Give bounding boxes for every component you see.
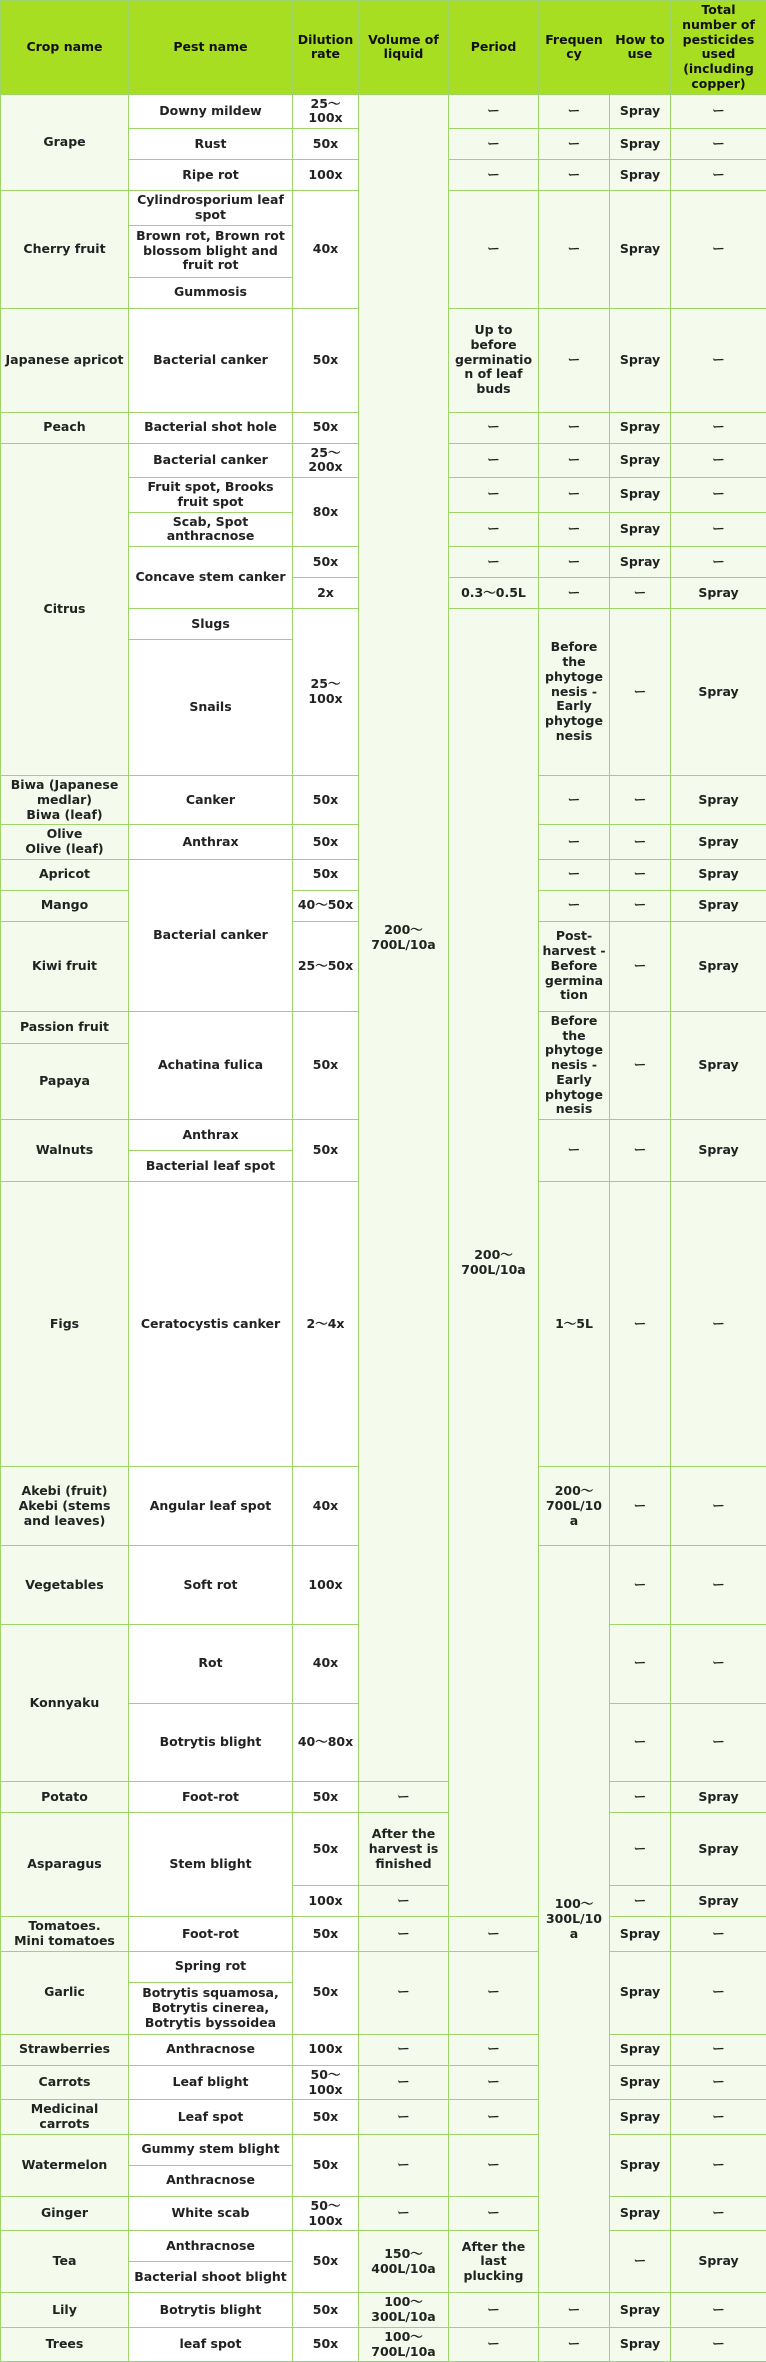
table-row <box>1 2065 766 2100</box>
cell-total-pesticides: ー <box>671 547 766 578</box>
cell-crop-name: Strawberries <box>1 2034 129 2065</box>
cell-how-to-use: Spray <box>610 94 671 129</box>
cell-frequency: ー <box>539 890 610 921</box>
cell-crop-name: Kiwi fruit <box>1 921 129 1011</box>
cell-pest-name: Canker <box>129 776 293 825</box>
cell-dilution-rate: 40～80x <box>293 1703 359 1782</box>
cell-frequency: ー <box>539 547 610 578</box>
cell-crop-name: Garlic <box>1 1951 129 2034</box>
cell-volume-of-liquid: ー <box>359 2134 449 2196</box>
cell-total-pesticides: Spray <box>671 578 766 609</box>
cell-crop-name: Papaya <box>1 1044 129 1120</box>
cell-how-to-use: Spray <box>610 443 671 478</box>
cell-crop-name: Apricot <box>1 859 129 890</box>
cell-period: ー <box>449 443 539 478</box>
cell-dilution-rate: 50x <box>293 2293 359 2328</box>
cell-total-pesticides: ー <box>671 2134 766 2196</box>
cell-frequency: ー <box>539 160 610 191</box>
cell-total-pesticides: ー <box>671 191 766 309</box>
cell-dilution-rate: 40～50x <box>293 890 359 921</box>
cell-dilution-rate: 100x <box>293 1886 359 1917</box>
cell-dilution-rate: 50x <box>293 547 359 578</box>
cell-dilution-rate: 100x <box>293 160 359 191</box>
cell-dilution-rate: 50x <box>293 1120 359 1182</box>
cell-crop-name: Lily <box>1 2293 129 2328</box>
table-row <box>1 2327 766 2362</box>
cell-dilution-rate: 100x <box>293 2034 359 2065</box>
cell-dilution-rate: 50x <box>293 2100 359 2135</box>
cell-dilution-rate: 50x <box>293 859 359 890</box>
cell-volume-of-liquid: 150～400L/10a <box>359 2231 449 2293</box>
cell-how-to-use: Spray <box>610 2196 671 2231</box>
cell-dilution-rate: 50x <box>293 776 359 825</box>
cell-how-to-use: Spray <box>610 2327 671 2362</box>
cell-pest-name: Spring rot <box>129 1951 293 1982</box>
cell-how-to-use: Spray <box>610 191 671 309</box>
cell-volume-of-liquid: ー <box>359 1886 449 1917</box>
cell-dilution-rate: 25～100x <box>293 609 359 776</box>
cell-how-to-use: Spray <box>610 160 671 191</box>
cell-frequency: Before the phytogenesis - Early phytogenesis <box>539 609 610 776</box>
cell-pest-name: Slugs <box>129 609 293 640</box>
cell-how-to-use: ー <box>610 921 671 1011</box>
cell-how-to-use: ー <box>610 1624 671 1703</box>
cell-total-pesticides: ー <box>671 308 766 412</box>
cell-crop-name: Carrots <box>1 2065 129 2100</box>
cell-how-to-use: ー <box>610 1467 671 1546</box>
cell-period: Up to before germination of leaf buds <box>449 308 539 412</box>
cell-pest-name: Bacterial canker <box>129 443 293 478</box>
cell-pest-name: Ripe rot <box>129 160 293 191</box>
cell-frequency: ー <box>539 443 610 478</box>
cell-frequency: ー <box>539 1120 610 1182</box>
cell-frequency: 100～300L/10a <box>539 1546 610 2293</box>
cell-crop-name: Potato <box>1 1782 129 1813</box>
cell-dilution-rate: 50x <box>293 1813 359 1886</box>
cell-period: ー <box>449 1951 539 2034</box>
cell-dilution-rate: 80x <box>293 478 359 547</box>
cell-pest-name: Soft rot <box>129 1546 293 1625</box>
cell-how-to-use: Spray <box>610 308 671 412</box>
cell-how-to-use: ー <box>610 2231 671 2293</box>
cell-period: ー <box>449 94 539 129</box>
cell-dilution-rate: 50x <box>293 825 359 860</box>
cell-frequency: ー <box>539 412 610 443</box>
cell-total-pesticides: ー <box>671 2293 766 2328</box>
cell-total-pesticides: Spray <box>671 1011 766 1119</box>
cell-crop-name: Asparagus <box>1 1813 129 1917</box>
cell-dilution-rate: 25～200x <box>293 443 359 478</box>
cell-frequency: Before the phytogenesis - Early phytogenesis <box>539 1011 610 1119</box>
cell-total-pesticides: ー <box>671 2100 766 2135</box>
cell-volume-of-liquid: ー <box>359 2100 449 2135</box>
cell-total-pesticides: ー <box>671 443 766 478</box>
cell-total-pesticides: ー <box>671 2065 766 2100</box>
cell-how-to-use: Spray <box>610 478 671 513</box>
cell-volume-of-liquid: ー <box>359 1917 449 1952</box>
cell-dilution-rate: 2x <box>293 578 359 609</box>
cell-frequency: ー <box>539 191 610 309</box>
cell-crop-name: Konnyaku <box>1 1624 129 1782</box>
cell-frequency: ー <box>539 94 610 129</box>
cell-period: 200～700L/10a <box>449 609 539 1917</box>
cell-dilution-rate: 50x <box>293 1917 359 1952</box>
cell-how-to-use: ー <box>610 825 671 860</box>
header-row <box>1 1 766 95</box>
header-total-pesticides: Total number of pesticides used (including copper) <box>671 1 766 95</box>
table-row <box>1 2196 766 2231</box>
cell-how-to-use: ー <box>610 1703 671 1782</box>
cell-pest-name: Bacterial canker <box>129 308 293 412</box>
cell-dilution-rate: 50x <box>293 1951 359 2034</box>
cell-dilution-rate: 50x <box>293 2231 359 2293</box>
cell-how-to-use: ー <box>610 578 671 609</box>
cell-crop-name: Medicinal carrots <box>1 2100 129 2135</box>
cell-dilution-rate: 25～100x <box>293 94 359 129</box>
cell-pest-name: Bacterial shot hole <box>129 412 293 443</box>
cell-total-pesticides: ー <box>671 2196 766 2231</box>
cell-crop-name: Ginger <box>1 2196 129 2231</box>
cell-how-to-use: ー <box>610 859 671 890</box>
cell-frequency: ー <box>539 2293 610 2328</box>
cell-volume-of-liquid: 100～700L/10a <box>359 2327 449 2362</box>
cell-how-to-use: ー <box>610 1813 671 1886</box>
cell-volume-of-liquid: ー <box>359 2034 449 2065</box>
cell-total-pesticides: Spray <box>671 2231 766 2293</box>
cell-pest-name: Foot-rot <box>129 1782 293 1813</box>
table-row <box>1 1951 766 1982</box>
cell-pest-name: Brown rot, Brown rot blossom blight and fruit rot <box>129 225 293 277</box>
cell-how-to-use: Spray <box>610 512 671 547</box>
cell-volume-of-liquid: ー <box>359 2065 449 2100</box>
cell-dilution-rate: 2～4x <box>293 1182 359 1467</box>
cell-total-pesticides: Spray <box>671 890 766 921</box>
cell-how-to-use: ー <box>610 1782 671 1813</box>
cell-dilution-rate: 25～50x <box>293 921 359 1011</box>
cell-total-pesticides: Spray <box>671 1120 766 1182</box>
cell-pest-name: Foot-rot <box>129 1917 293 1952</box>
cell-total-pesticides: ー <box>671 1703 766 1782</box>
header-dilution-rate: Dilution rate <box>293 1 359 95</box>
cell-pest-name: Fruit spot, Brooks fruit spot <box>129 478 293 513</box>
cell-dilution-rate: 50x <box>293 412 359 443</box>
cell-pest-name: Bacterial canker <box>129 859 293 1011</box>
cell-pest-name: Rot <box>129 1624 293 1703</box>
cell-frequency: ー <box>539 578 610 609</box>
cell-crop-name: Passion fruit <box>1 1011 129 1043</box>
cell-period: ー <box>449 2034 539 2065</box>
header-frequency: Frequency <box>539 1 610 95</box>
cell-total-pesticides: ー <box>671 94 766 129</box>
cell-pest-name: Stem blight <box>129 1813 293 1917</box>
cell-period: ー <box>449 2065 539 2100</box>
cell-crop-name: Olive Olive (leaf) <box>1 825 129 860</box>
cell-total-pesticides: ー <box>671 129 766 160</box>
cell-volume-of-liquid: After the harvest is finished <box>359 1813 449 1886</box>
cell-volume-of-liquid: 200～700L/10a <box>359 94 449 1782</box>
cell-how-to-use: Spray <box>610 2134 671 2196</box>
cell-total-pesticides: Spray <box>671 776 766 825</box>
cell-pest-name: Bacterial leaf spot <box>129 1151 293 1182</box>
cell-dilution-rate: 50x <box>293 1782 359 1813</box>
cell-period: ー <box>449 2293 539 2328</box>
table-row <box>1 1813 766 1886</box>
header-crop-name: Crop name <box>1 1 129 95</box>
cell-crop-name: Grape <box>1 94 129 191</box>
cell-how-to-use: Spray <box>610 1951 671 2034</box>
cell-pest-name: Achatina fulica <box>129 1011 293 1119</box>
cell-pest-name: Bacterial shoot blight <box>129 2262 293 2293</box>
cell-crop-name: Tea <box>1 2231 129 2293</box>
cell-total-pesticides: ー <box>671 2034 766 2065</box>
cell-total-pesticides: ー <box>671 412 766 443</box>
table-row <box>1 2293 766 2328</box>
table-row <box>1 2134 766 2165</box>
cell-total-pesticides: Spray <box>671 609 766 776</box>
cell-how-to-use: Spray <box>610 2065 671 2100</box>
cell-frequency: ー <box>539 776 610 825</box>
cell-crop-name: Citrus <box>1 443 129 776</box>
cell-total-pesticides: ー <box>671 478 766 513</box>
cell-pest-name: Concave stem canker <box>129 547 293 609</box>
cell-how-to-use: Spray <box>610 2100 671 2135</box>
cell-pest-name: Ceratocystis canker <box>129 1182 293 1467</box>
cell-volume-of-liquid: ー <box>359 1951 449 2034</box>
cell-pest-name: Anthracnose <box>129 2231 293 2262</box>
cell-period: ー <box>449 2196 539 2231</box>
cell-dilution-rate: 50x <box>293 308 359 412</box>
cell-total-pesticides: Spray <box>671 859 766 890</box>
cell-volume-of-liquid: ー <box>359 2196 449 2231</box>
cell-dilution-rate: 50x <box>293 1011 359 1119</box>
cell-pest-name: Botrytis squamosa, Botrytis cinerea, Botrytis byssoidea <box>129 1982 293 2034</box>
cell-how-to-use: Spray <box>610 129 671 160</box>
cell-crop-name: Figs <box>1 1182 129 1467</box>
cell-total-pesticides: ー <box>671 1951 766 2034</box>
cell-pest-name: Downy mildew <box>129 94 293 129</box>
cell-dilution-rate: 50～100x <box>293 2065 359 2100</box>
cell-total-pesticides: ー <box>671 1467 766 1546</box>
cell-pest-name: Leaf blight <box>129 2065 293 2100</box>
cell-how-to-use: Spray <box>610 547 671 578</box>
cell-how-to-use: ー <box>610 1182 671 1467</box>
cell-total-pesticides: ー <box>671 1546 766 1625</box>
cell-pest-name: Anthracnose <box>129 2165 293 2196</box>
cell-period: ー <box>449 129 539 160</box>
cell-pest-name: Botrytis blight <box>129 2293 293 2328</box>
header-volume-of-liquid: Volume of liquid <box>359 1 449 95</box>
cell-how-to-use: Spray <box>610 2293 671 2328</box>
cell-total-pesticides: ー <box>671 1917 766 1952</box>
table-row <box>1 1917 766 1952</box>
cell-total-pesticides: Spray <box>671 1886 766 1917</box>
cell-period: ー <box>449 547 539 578</box>
table-row <box>1 2034 766 2065</box>
cell-pest-name: Scab, Spot anthracnose <box>129 512 293 547</box>
cell-crop-name: Cherry fruit <box>1 191 129 309</box>
cell-frequency: ー <box>539 825 610 860</box>
cell-dilution-rate: 40x <box>293 1624 359 1703</box>
cell-how-to-use: ー <box>610 1120 671 1182</box>
cell-how-to-use: ー <box>610 1546 671 1625</box>
cell-crop-name: Mango <box>1 890 129 921</box>
cell-how-to-use: ー <box>610 1886 671 1917</box>
cell-crop-name: Vegetables <box>1 1546 129 1625</box>
cell-crop-name: Biwa (Japanese medlar) Biwa (leaf) <box>1 776 129 825</box>
cell-frequency: ー <box>539 512 610 547</box>
header-how-to-use: How to use <box>610 1 671 95</box>
table-row <box>1 1782 766 1813</box>
cell-crop-name: Trees <box>1 2327 129 2362</box>
cell-how-to-use: ー <box>610 1011 671 1119</box>
cell-how-to-use: ー <box>610 609 671 776</box>
cell-period: ー <box>449 512 539 547</box>
cell-dilution-rate: 40x <box>293 191 359 309</box>
cell-frequency: ー <box>539 129 610 160</box>
cell-dilution-rate: 50x <box>293 2134 359 2196</box>
cell-pest-name: Rust <box>129 129 293 160</box>
cell-period: ー <box>449 2100 539 2135</box>
table-row <box>1 2100 766 2135</box>
table-body <box>1 94 766 2362</box>
cell-pest-name: Angular leaf spot <box>129 1467 293 1546</box>
cell-crop-name: Watermelon <box>1 2134 129 2196</box>
cell-period: 0.3～0.5L <box>449 578 539 609</box>
header-pest-name: Pest name <box>129 1 293 95</box>
cell-total-pesticides: Spray <box>671 1813 766 1886</box>
cell-pest-name: Snails <box>129 640 293 776</box>
cell-total-pesticides: ー <box>671 512 766 547</box>
cell-period: ー <box>449 191 539 309</box>
table-row <box>1 2231 766 2262</box>
cell-period: ー <box>449 2134 539 2196</box>
cell-crop-name: Japanese apricot <box>1 308 129 412</box>
cell-dilution-rate: 40x <box>293 1467 359 1546</box>
cell-period: ー <box>449 160 539 191</box>
cell-frequency: ー <box>539 308 610 412</box>
cell-pest-name: Anthracnose <box>129 2034 293 2065</box>
cell-frequency: ー <box>539 859 610 890</box>
cell-period: After the last plucking <box>449 2231 539 2293</box>
cell-how-to-use: Spray <box>610 412 671 443</box>
cell-pest-name: Leaf spot <box>129 2100 293 2135</box>
cell-total-pesticides: ー <box>671 2327 766 2362</box>
cell-total-pesticides: Spray <box>671 921 766 1011</box>
table-row <box>1 94 766 129</box>
cell-how-to-use: ー <box>610 890 671 921</box>
cell-total-pesticides: Spray <box>671 1782 766 1813</box>
cell-total-pesticides: ー <box>671 160 766 191</box>
cell-period: ー <box>449 478 539 513</box>
cell-frequency: ー <box>539 478 610 513</box>
cell-frequency: ー <box>539 2327 610 2362</box>
cell-pest-name: Botrytis blight <box>129 1703 293 1782</box>
cell-dilution-rate: 50x <box>293 129 359 160</box>
cell-frequency: 1～5L <box>539 1182 610 1467</box>
cell-pest-name: leaf spot <box>129 2327 293 2362</box>
cell-how-to-use: Spray <box>610 2034 671 2065</box>
cell-dilution-rate: 50～100x <box>293 2196 359 2231</box>
cell-total-pesticides: ー <box>671 1624 766 1703</box>
cell-volume-of-liquid: 100～300L/10a <box>359 2293 449 2328</box>
cell-pest-name: Cylindrosporium leaf spot <box>129 191 293 226</box>
cell-dilution-rate: 100x <box>293 1546 359 1625</box>
cell-total-pesticides: Spray <box>671 825 766 860</box>
cell-pest-name: Anthrax <box>129 1120 293 1151</box>
cell-dilution-rate: 50x <box>293 2327 359 2362</box>
cell-period: ー <box>449 2327 539 2362</box>
cell-period: ー <box>449 412 539 443</box>
cell-how-to-use: ー <box>610 776 671 825</box>
cell-period: ー <box>449 1917 539 1952</box>
cell-frequency: 200～700L/10a <box>539 1467 610 1546</box>
cell-pest-name: White scab <box>129 2196 293 2231</box>
cell-total-pesticides: ー <box>671 1182 766 1467</box>
cell-crop-name: Akebi (fruit) Akebi (stems and leaves) <box>1 1467 129 1546</box>
cell-volume-of-liquid: ー <box>359 1782 449 1813</box>
header-period: Period <box>449 1 539 95</box>
cell-crop-name: Walnuts <box>1 1120 129 1182</box>
cell-crop-name: Tomatoes. Mini tomatoes <box>1 1917 129 1952</box>
cell-frequency: Post-harvest - Before germination <box>539 921 610 1011</box>
cell-pest-name: Gummy stem blight <box>129 2134 293 2165</box>
cell-how-to-use: Spray <box>610 1917 671 1952</box>
cell-pest-name: Gummosis <box>129 277 293 308</box>
cell-crop-name: Peach <box>1 412 129 443</box>
cell-pest-name: Anthrax <box>129 825 293 860</box>
